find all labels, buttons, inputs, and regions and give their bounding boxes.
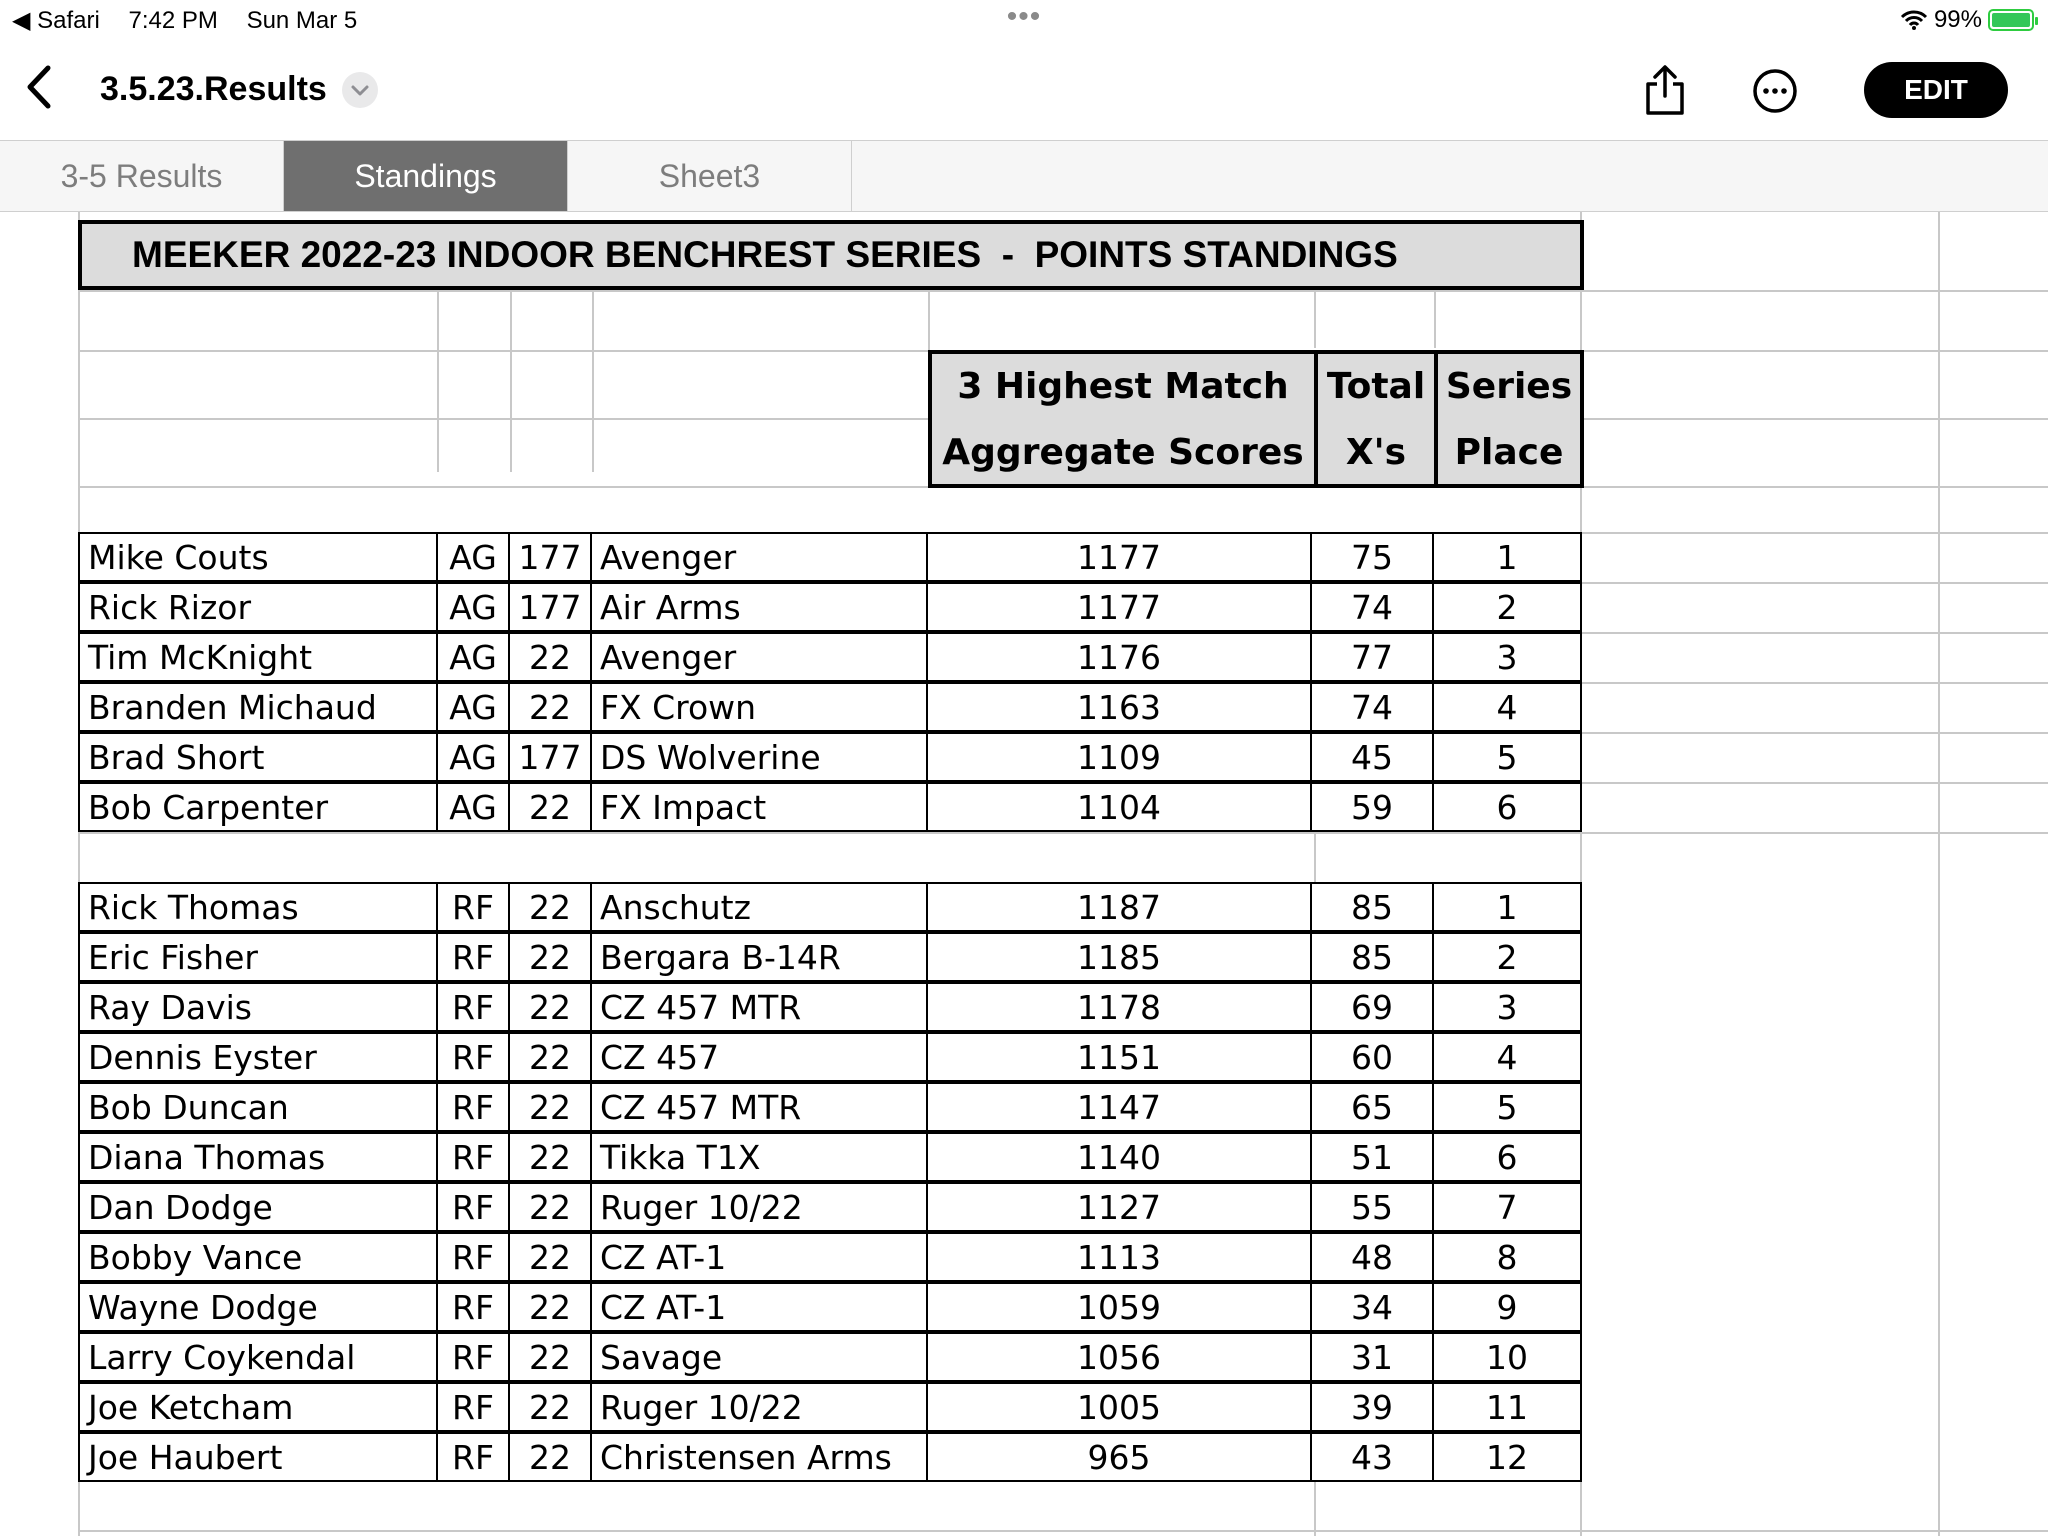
- total-x-cell[interactable]: 39: [1310, 1382, 1434, 1432]
- player-name-cell[interactable]: Bob Carpenter: [78, 782, 438, 832]
- gridline: [1580, 682, 2048, 684]
- aggregate-score-cell[interactable]: 1127: [926, 1182, 1312, 1232]
- status-bar: [0, 0, 2048, 40]
- caliber-cell[interactable]: 177: [508, 532, 592, 582]
- series-place-cell[interactable]: 3: [1432, 632, 1582, 682]
- total-x-cell[interactable]: 77: [1310, 632, 1434, 682]
- series-place-cell[interactable]: 10: [1432, 1332, 1582, 1382]
- caliber-cell[interactable]: 22: [508, 1382, 592, 1432]
- table-row: [78, 732, 1582, 782]
- caliber-cell[interactable]: 22: [508, 982, 592, 1032]
- total-x-cell[interactable]: 69: [1310, 982, 1434, 1032]
- class-cell[interactable]: AG: [436, 582, 510, 632]
- player-name-cell[interactable]: Ray Davis: [78, 982, 438, 1032]
- status-time: 7:42 PM: [128, 7, 218, 34]
- class-cell[interactable]: RF: [436, 1282, 510, 1332]
- table-row: [78, 532, 1582, 582]
- rifle-cell[interactable]: Avenger: [590, 632, 928, 682]
- rifle-cell[interactable]: Savage: [590, 1332, 928, 1382]
- caliber-cell[interactable]: 177: [508, 582, 592, 632]
- table-row: [78, 1332, 1582, 1382]
- gridline: [510, 348, 512, 472]
- table-row: [78, 1182, 1582, 1232]
- class-cell[interactable]: RF: [436, 1432, 510, 1482]
- header-total-x[interactable]: [1314, 350, 1438, 488]
- gridline: [78, 832, 2048, 834]
- class-cell[interactable]: RF: [436, 1382, 510, 1432]
- player-name-cell[interactable]: Joe Haubert: [78, 1432, 438, 1482]
- status-right: [1900, 6, 2034, 34]
- rifle-cell[interactable]: FX Crown: [590, 682, 928, 732]
- player-name-cell[interactable]: Dan Dodge: [78, 1182, 438, 1232]
- aggregate-score-cell[interactable]: 1104: [926, 782, 1312, 832]
- battery-percent: 99%: [1933, 6, 1982, 33]
- rifle-cell[interactable]: CZ 457 MTR: [590, 982, 928, 1032]
- aggregate-score-cell[interactable]: 1140: [926, 1132, 1312, 1182]
- player-name-cell[interactable]: Dennis Eyster: [78, 1032, 438, 1082]
- rifle-cell[interactable]: Christensen Arms: [590, 1432, 928, 1482]
- class-cell[interactable]: RF: [436, 1182, 510, 1232]
- series-place-cell[interactable]: 4: [1432, 682, 1582, 732]
- tab-standings[interactable]: Standings: [284, 141, 568, 211]
- gridline: [78, 290, 2048, 292]
- wifi-icon: [1900, 9, 1928, 31]
- class-cell[interactable]: RF: [436, 982, 510, 1032]
- caliber-cell[interactable]: 22: [508, 1232, 592, 1282]
- more-icon[interactable]: [1752, 68, 1798, 114]
- aggregate-score-cell[interactable]: 1151: [926, 1032, 1312, 1082]
- class-cell[interactable]: RF: [436, 1132, 510, 1182]
- gridline: [1580, 582, 2048, 584]
- aggregate-score-cell[interactable]: 965: [926, 1432, 1312, 1482]
- total-x-cell[interactable]: 75: [1310, 532, 1434, 582]
- series-place-cell[interactable]: 5: [1432, 732, 1582, 782]
- header-aggregate-line1: 3 Highest Match: [957, 366, 1289, 407]
- rifle-cell[interactable]: Air Arms: [590, 582, 928, 632]
- gridline: [437, 348, 439, 472]
- series-place-cell[interactable]: 4: [1432, 1032, 1582, 1082]
- caliber-cell[interactable]: 22: [508, 882, 592, 932]
- class-cell[interactable]: RF: [436, 1082, 510, 1132]
- multitasking-dots-icon[interactable]: •••: [1006, 0, 1042, 33]
- series-place-cell[interactable]: 9: [1432, 1282, 1582, 1332]
- gridline: [1938, 212, 1940, 1536]
- series-place-cell[interactable]: 3: [1432, 982, 1582, 1032]
- player-name-cell[interactable]: Joe Ketcham: [78, 1382, 438, 1432]
- rifle-cell[interactable]: CZ AT-1: [590, 1232, 928, 1282]
- caliber-cell[interactable]: 22: [508, 1182, 592, 1232]
- player-name-cell[interactable]: Rick Rizor: [78, 582, 438, 632]
- header-series-place-line1: Series: [1445, 366, 1573, 407]
- series-place-cell[interactable]: 11: [1432, 1382, 1582, 1432]
- class-cell[interactable]: RF: [436, 1232, 510, 1282]
- total-x-cell[interactable]: 51: [1310, 1132, 1434, 1182]
- table-row: [78, 682, 1582, 732]
- gridline: [1580, 532, 2048, 534]
- table-row: [78, 1232, 1582, 1282]
- total-x-cell[interactable]: 55: [1310, 1182, 1434, 1232]
- total-x-cell[interactable]: 48: [1310, 1232, 1434, 1282]
- table-row: [78, 1082, 1582, 1132]
- player-name-cell[interactable]: Bob Duncan: [78, 1082, 438, 1132]
- class-cell[interactable]: RF: [436, 1032, 510, 1082]
- aggregate-score-cell[interactable]: 1177: [926, 582, 1312, 632]
- table-row: [78, 1032, 1582, 1082]
- player-name-cell[interactable]: Brad Short: [78, 732, 438, 782]
- navigation-bar: [0, 40, 2048, 140]
- aggregate-score-cell[interactable]: 1147: [926, 1082, 1312, 1132]
- aggregate-score-cell[interactable]: 1056: [926, 1332, 1312, 1382]
- table-row: [78, 1432, 1582, 1482]
- table-row: [78, 882, 1582, 932]
- table-row: [78, 632, 1582, 682]
- chevron-left-icon[interactable]: [18, 62, 62, 112]
- total-x-cell[interactable]: 74: [1310, 582, 1434, 632]
- series-place-cell[interactable]: 2: [1432, 582, 1582, 632]
- series-place-cell[interactable]: 1: [1432, 882, 1582, 932]
- caliber-cell[interactable]: 22: [508, 1332, 592, 1382]
- total-x-cell[interactable]: 43: [1310, 1432, 1434, 1482]
- caliber-cell[interactable]: 22: [508, 632, 592, 682]
- tab-sheet3[interactable]: Sheet3: [568, 141, 852, 211]
- caliber-cell[interactable]: 22: [508, 1132, 592, 1182]
- caliber-cell[interactable]: 22: [508, 1282, 592, 1332]
- total-x-cell[interactable]: 60: [1310, 1032, 1434, 1082]
- player-name-cell[interactable]: Rick Thomas: [78, 882, 438, 932]
- class-cell[interactable]: RF: [436, 932, 510, 982]
- aggregate-score-cell[interactable]: 1109: [926, 732, 1312, 782]
- series-place-cell[interactable]: 6: [1432, 782, 1582, 832]
- gridline: [1580, 632, 2048, 634]
- sheet-title[interactable]: MEEKER 2022-23 INDOOR BENCHREST SERIES - POINTS STANDINGS: [78, 220, 1584, 290]
- tab-3-5-results[interactable]: 3-5 Results: [0, 141, 284, 211]
- rifle-cell[interactable]: Ruger 10/22: [590, 1182, 928, 1232]
- aggregate-score-cell[interactable]: 1059: [926, 1282, 1312, 1332]
- rifle-cell[interactable]: Avenger: [590, 532, 928, 582]
- gridline: [78, 1530, 2048, 1532]
- player-name-cell[interactable]: Eric Fisher: [78, 932, 438, 982]
- total-x-cell[interactable]: 85: [1310, 932, 1434, 982]
- player-name-cell[interactable]: Bobby Vance: [78, 1232, 438, 1282]
- caliber-cell[interactable]: 22: [508, 682, 592, 732]
- class-cell[interactable]: AG: [436, 632, 510, 682]
- rifle-cell[interactable]: Tikka T1X: [590, 1132, 928, 1182]
- header-total-x-line2: X's: [1345, 432, 1407, 473]
- status-date: Sun Mar 5: [246, 7, 358, 34]
- player-name-cell[interactable]: Wayne Dodge: [78, 1282, 438, 1332]
- table-row: [78, 1282, 1582, 1332]
- class-cell[interactable]: AG: [436, 782, 510, 832]
- header-total-x-line1: Total: [1326, 366, 1426, 407]
- rifle-cell[interactable]: CZ AT-1: [590, 1282, 928, 1332]
- chevron-down-icon: [342, 72, 378, 108]
- gridline: [1434, 292, 1436, 348]
- share-icon[interactable]: [1640, 64, 1690, 116]
- rifle-cell[interactable]: CZ 457: [590, 1032, 928, 1082]
- gridline: [1580, 782, 2048, 784]
- series-place-cell[interactable]: 2: [1432, 932, 1582, 982]
- rifle-cell[interactable]: Bergara B-14R: [590, 932, 928, 982]
- table-row: [78, 1382, 1582, 1432]
- class-cell[interactable]: RF: [436, 1332, 510, 1382]
- title-menu-button[interactable]: [342, 72, 378, 108]
- player-name-cell[interactable]: Branden Michaud: [78, 682, 438, 732]
- caliber-cell[interactable]: 22: [508, 1032, 592, 1082]
- back-to-app-link[interactable]: ◀ Safari: [12, 7, 100, 34]
- caliber-cell[interactable]: 177: [508, 732, 592, 782]
- total-x-cell[interactable]: 45: [1310, 732, 1434, 782]
- player-name-cell[interactable]: Diana Thomas: [78, 1132, 438, 1182]
- total-x-cell[interactable]: 65: [1310, 1082, 1434, 1132]
- table-row: [78, 1132, 1582, 1182]
- rifle-cell[interactable]: CZ 457 MTR: [590, 1082, 928, 1132]
- caliber-cell[interactable]: 22: [508, 932, 592, 982]
- class-cell[interactable]: RF: [436, 882, 510, 932]
- rifle-cell[interactable]: DS Wolverine: [590, 732, 928, 782]
- document-title[interactable]: 3.5.23.Results: [100, 70, 327, 108]
- header-series-place-line2: Place: [1454, 432, 1564, 473]
- rifle-cell[interactable]: Ruger 10/22: [590, 1382, 928, 1432]
- battery-icon: [1988, 9, 2034, 31]
- aggregate-score-cell[interactable]: 1176: [926, 632, 1312, 682]
- status-left: [12, 6, 379, 35]
- spreadsheet-grid[interactable]: [0, 212, 2048, 1536]
- aggregate-score-cell[interactable]: 1163: [926, 682, 1312, 732]
- caliber-cell[interactable]: 22: [508, 1432, 592, 1482]
- table-row: [78, 782, 1582, 832]
- header-aggregate-scores[interactable]: [928, 350, 1318, 488]
- total-x-cell[interactable]: 59: [1310, 782, 1434, 832]
- aggregate-score-cell[interactable]: 1177: [926, 532, 1312, 582]
- series-place-cell[interactable]: 6: [1432, 1132, 1582, 1182]
- class-cell[interactable]: AG: [436, 682, 510, 732]
- series-place-cell[interactable]: 8: [1432, 1232, 1582, 1282]
- caliber-cell[interactable]: 22: [508, 1082, 592, 1132]
- rifle-cell[interactable]: FX Impact: [590, 782, 928, 832]
- player-name-cell[interactable]: Larry Coykendal: [78, 1332, 438, 1382]
- caliber-cell[interactable]: 22: [508, 782, 592, 832]
- player-name-cell[interactable]: Mike Couts: [78, 532, 438, 582]
- total-x-cell[interactable]: 34: [1310, 1282, 1434, 1332]
- total-x-cell[interactable]: 74: [1310, 682, 1434, 732]
- total-x-cell[interactable]: 85: [1310, 882, 1434, 932]
- gridline: [1314, 1482, 1316, 1536]
- aggregate-score-cell[interactable]: 1178: [926, 982, 1312, 1032]
- player-name-cell[interactable]: Tim McKnight: [78, 632, 438, 682]
- aggregate-score-cell[interactable]: 1005: [926, 1382, 1312, 1432]
- gridline: [1314, 292, 1316, 348]
- edit-button[interactable]: EDIT: [1864, 62, 2008, 118]
- total-x-cell[interactable]: 31: [1310, 1332, 1434, 1382]
- aggregate-score-cell[interactable]: 1187: [926, 882, 1312, 932]
- series-place-cell[interactable]: 5: [1432, 1082, 1582, 1132]
- aggregate-score-cell[interactable]: 1185: [926, 932, 1312, 982]
- header-aggregate-line2: Aggregate Scores: [942, 432, 1304, 473]
- rifle-cell[interactable]: Anschutz: [590, 882, 928, 932]
- class-cell[interactable]: AG: [436, 732, 510, 782]
- sheet-tabs: [0, 140, 2048, 212]
- series-place-cell[interactable]: 1: [1432, 532, 1582, 582]
- table-row: [78, 932, 1582, 982]
- gridline: [1580, 732, 2048, 734]
- header-series-place[interactable]: [1434, 350, 1584, 488]
- class-cell[interactable]: AG: [436, 532, 510, 582]
- aggregate-score-cell[interactable]: 1113: [926, 1232, 1312, 1282]
- table-row: [78, 982, 1582, 1032]
- table-row: [78, 582, 1582, 632]
- series-place-cell[interactable]: 12: [1432, 1432, 1582, 1482]
- series-place-cell[interactable]: 7: [1432, 1182, 1582, 1232]
- gridline: [592, 348, 594, 472]
